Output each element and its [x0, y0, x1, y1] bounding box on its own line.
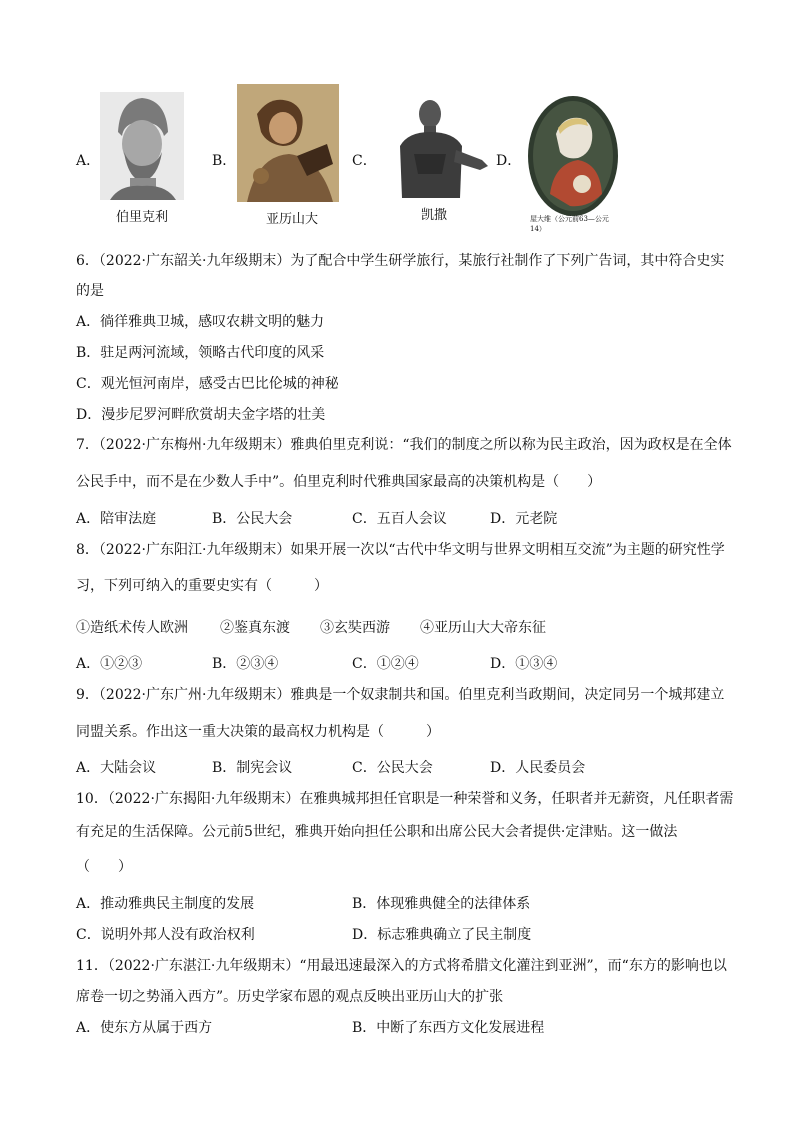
q8-option-c[interactable]: C．①②④	[352, 656, 419, 672]
q9-stem-line1: 9．（2022·广东广州·九年级期末）雅典是一个奴隶制共和国。伯里克利当政期间，决定同另一个城邦建立	[76, 687, 725, 703]
q7-option-b[interactable]: B．公民大会	[212, 511, 293, 527]
q8-option-b[interactable]: B．②③④	[212, 656, 279, 672]
q6-option-a[interactable]: A．徜徉雅典卫城，感叹农耕文明的魅力	[76, 314, 325, 330]
q6-option-d[interactable]: D．漫步尼罗河畔欣赏胡夫金字塔的壮美	[76, 407, 326, 423]
q6-stem-line2: 的是	[76, 283, 104, 299]
q5-option-d-caption: 屋大维（公元前63—公元14）	[530, 215, 609, 233]
q9-option-c[interactable]: C．公民大会	[352, 760, 433, 776]
q7-option-c[interactable]: C．五百人会议	[352, 511, 447, 527]
q5-option-a-caption: 伯里克利	[115, 210, 168, 225]
q10-option-d[interactable]: D．标志雅典确立了民主制度	[352, 927, 532, 943]
alexander-mosaic-image	[237, 84, 339, 202]
q5-option-a-letter: A．	[76, 153, 101, 169]
q10-stem-line1: 10．（2022·广东揭阳·九年级期末）在雅典城邦担任官职是一种荣誉和义务，任职者并无薪资，凡任职者需	[76, 791, 734, 807]
q8-stem-line2: 习，下列可纳入的重要史实有（ ）	[76, 578, 328, 594]
q7-stem-line2: 公民手中，而不是在少数人手中”。伯里克利时代雅典国家最高的决策机构是（ ）	[76, 474, 602, 490]
q7-option-a[interactable]: A．陪审法庭	[76, 511, 157, 527]
q7-stem-line1: 7．（2022·广东梅州·九年级期末）雅典伯里克利说：“我们的制度之所以称为民主政治，因为政权是在全体	[76, 437, 732, 453]
q11-option-b[interactable]: B．中断了东西方文化发展进程	[352, 1020, 545, 1036]
q9-option-a[interactable]: A．大陆会议	[76, 760, 157, 776]
augustus-cameo-image	[526, 94, 620, 218]
q10-stem-line2: 有充足的生活保障。公元前5世纪，雅典开始向担任公职和出席公民大会者提供·定津贴。这一做法	[76, 824, 678, 840]
q8-item-4: ④亚历山大大帝东征	[420, 620, 546, 636]
q7-option-d[interactable]: D．元老院	[490, 511, 558, 527]
q6-stem-line1: 6．（2022·广东韶关·九年级期末）为了配合中学生研学旅行，某旅行社制作了下列广告词，其中符合史实	[76, 253, 725, 269]
caesar-statue-image	[384, 94, 494, 198]
q8-option-a[interactable]: A．①②③	[76, 656, 143, 672]
q8-item-2: ②鉴真东渡	[220, 620, 290, 636]
q5-image-options	[76, 88, 716, 233]
q5-option-d-letter: D．	[496, 153, 522, 169]
q11-stem-line1: 11．（2022·广东湛江·九年级期末）“用最迅速最深入的方式将希腊文化灌注到亚洲”，而“东方的影响也以	[76, 958, 727, 974]
q11-option-a[interactable]: A．使东方从属于西方	[76, 1020, 213, 1036]
pericles-bust-image	[100, 92, 184, 200]
q10-stem-line3: （ ）	[76, 859, 132, 875]
q5-option-b-caption: 亚历山大	[265, 212, 318, 227]
q9-option-b[interactable]: B．制宪会议	[212, 760, 293, 776]
q10-option-b[interactable]: B．体现雅典健全的法律体系	[352, 896, 531, 912]
q11-stem-line2: 席卷一切之势涌入西方”。历史学家布恩的观点反映出亚历山大的扩张	[76, 989, 504, 1005]
q5-option-c-caption: 凯撒	[420, 208, 447, 223]
q10-option-a[interactable]: A．推动雅典民主制度的发展	[76, 896, 255, 912]
q5-option-b-letter: B．	[212, 153, 237, 169]
q9-stem-line2: 同盟关系。作出这一重大决策的最高权力机构是（ ）	[76, 724, 440, 740]
q8-stem-line1: 8．（2022·广东阳江·九年级期末）如果开展一次以“古代中华文明与世界文明相互交流”为主题的研究性学	[76, 542, 725, 558]
q6-option-b[interactable]: B．驻足两河流域，领略古代印度的风采	[76, 345, 325, 361]
q5-option-c-letter: C．	[352, 153, 377, 169]
q6-option-c[interactable]: C．观光恒河南岸，感受古巴比伦城的神秘	[76, 376, 339, 392]
q9-option-d[interactable]: D．人民委员会	[490, 760, 586, 776]
q8-item-3: ③玄奘西游	[320, 620, 390, 636]
q8-item-1: ①造纸术传人欧洲	[76, 620, 188, 636]
q8-option-d[interactable]: D．①③④	[490, 656, 558, 672]
q10-option-c[interactable]: C．说明外邦人没有政治权利	[76, 927, 255, 943]
